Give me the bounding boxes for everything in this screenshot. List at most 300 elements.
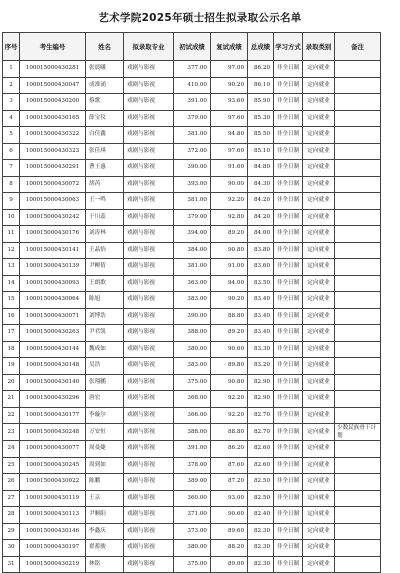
col-total-score-cell: 83.20 (248, 358, 274, 375)
col-admission-type-cell: 定向就业 (303, 209, 335, 226)
col-major-cell: 戏剧与影视 (124, 209, 174, 226)
col-total-score-cell: 82.90 (248, 374, 274, 391)
col-exam-number-cell: 100015000430022 (20, 474, 86, 491)
col-major-cell: 戏剧与影视 (124, 94, 174, 111)
table-row (3, 391, 381, 408)
col-total-score-cell: 84.20 (248, 209, 274, 226)
col-initial-score-header: 初试成绩 (174, 33, 211, 61)
col-exam-number-cell: 100015000430148 (20, 358, 86, 375)
table-row (3, 242, 381, 259)
col-study-mode-cell: 非全日制 (274, 242, 303, 259)
col-study-mode-cell: 非全日制 (274, 292, 303, 309)
col-study-mode-cell: 非全日制 (274, 160, 303, 177)
col-retest-score-cell: 87.20 (211, 474, 248, 491)
col-study-mode-header: 学习方式 (274, 33, 303, 61)
col-retest-score-cell: 90.00 (211, 176, 248, 193)
col-admission-type-cell: 定向就业 (303, 193, 335, 210)
page-title: 艺术学院2025年硕士招生拟录取公示名单 (98, 12, 302, 24)
col-index-cell: 31 (3, 556, 20, 573)
col-retest-score-cell: 91.60 (211, 160, 248, 177)
col-total-score-cell: 84.80 (248, 160, 274, 177)
col-study-mode-cell: 非全日制 (274, 127, 303, 144)
col-major-cell: 戏剧与影视 (124, 259, 174, 276)
col-major-cell: 戏剧与影视 (124, 160, 174, 177)
col-initial-score-cell: 379.00 (174, 209, 211, 226)
col-exam-number-cell: 100015000430291 (20, 160, 86, 177)
col-name-cell: 周到如 (86, 457, 124, 474)
col-study-mode-cell: 非全日制 (274, 94, 303, 111)
col-admission-type-cell: 定向就业 (303, 457, 335, 474)
col-admission-type-cell: 定向就业 (303, 259, 335, 276)
table-row (3, 143, 381, 160)
col-major-cell: 戏剧与影视 (124, 424, 174, 441)
col-index-cell: 18 (3, 341, 20, 358)
col-study-mode-cell: 非全日制 (274, 540, 303, 557)
col-index-cell: 26 (3, 474, 20, 491)
col-study-mode-cell: 非全日制 (274, 308, 303, 325)
col-retest-score-cell: 97.00 (211, 61, 248, 78)
col-index-header: 序号 (3, 33, 20, 61)
col-total-score-cell: 85.50 (248, 127, 274, 144)
col-name-cell: 成准涌 (86, 77, 124, 94)
col-name-cell: 陈旭 (86, 292, 124, 309)
col-exam-number-cell: 100015000430176 (20, 226, 86, 243)
col-name-cell: 王一鸣 (86, 193, 124, 210)
table-row (3, 176, 381, 193)
col-initial-score-cell: 371.00 (174, 507, 211, 524)
col-exam-number-cell: 100015000430323 (20, 143, 86, 160)
col-remarks-cell (335, 94, 381, 111)
col-initial-score-cell: 363.00 (174, 275, 211, 292)
col-major-cell: 戏剧与影视 (124, 325, 174, 342)
col-study-mode-cell: 非全日制 (274, 193, 303, 210)
col-index-cell: 23 (3, 424, 20, 441)
col-study-mode-cell: 非全日制 (274, 61, 303, 78)
col-major-header: 拟录取专业 (124, 33, 174, 61)
col-remarks-cell (335, 209, 381, 226)
header-row (3, 33, 381, 61)
col-initial-score-cell: 388.00 (174, 325, 211, 342)
col-total-score-cell: 82.60 (248, 457, 274, 474)
table-row (3, 209, 381, 226)
col-initial-score-cell: 381.00 (174, 193, 211, 210)
col-total-score-cell: 83.40 (248, 292, 274, 309)
col-study-mode-cell: 非全日制 (274, 259, 303, 276)
col-total-score-cell: 86.10 (248, 77, 274, 94)
col-retest-score-cell: 91.00 (211, 259, 248, 276)
col-index-cell: 25 (3, 457, 20, 474)
col-major-cell: 戏剧与影视 (124, 540, 174, 557)
col-retest-score-cell: 89.80 (211, 358, 248, 375)
table-row (3, 325, 381, 342)
col-retest-score-cell: 94.00 (211, 275, 248, 292)
col-index-cell: 4 (3, 110, 20, 127)
col-study-mode-cell: 非全日制 (274, 457, 303, 474)
col-retest-score-header: 复试成绩 (211, 33, 248, 61)
col-name-cell: 刘涛林 (86, 226, 124, 243)
col-total-score-cell: 82.30 (248, 556, 274, 573)
col-initial-score-cell: 391.00 (174, 94, 211, 111)
col-name-cell: 尹顺阳 (86, 507, 124, 524)
col-total-score-cell: 84.30 (248, 176, 274, 193)
col-name-cell: 魏成如 (86, 341, 124, 358)
col-initial-score-cell: 390.00 (174, 160, 211, 177)
col-retest-score-cell: 86.20 (211, 441, 248, 458)
col-retest-score-cell: 87.60 (211, 457, 248, 474)
col-exam-number-cell: 100015000430281 (20, 61, 86, 78)
col-admission-type-cell: 定向就业 (303, 490, 335, 507)
col-retest-score-cell: 92.20 (211, 193, 248, 210)
col-retest-score-cell: 88.20 (211, 540, 248, 557)
col-exam-number-cell: 100015000430071 (20, 308, 86, 325)
col-admission-type-header: 录取类别 (303, 33, 335, 61)
col-admission-type-cell: 定向就业 (303, 226, 335, 243)
col-total-score-cell: 82.90 (248, 391, 274, 408)
col-name-cell: 林铭 (86, 556, 124, 573)
col-major-cell: 戏剧与影视 (124, 358, 174, 375)
col-major-cell: 戏剧与影视 (124, 490, 174, 507)
col-major-cell: 戏剧与影视 (124, 176, 174, 193)
col-initial-score-cell: 380.00 (174, 341, 211, 358)
col-initial-score-cell: 410.00 (174, 77, 211, 94)
col-retest-score-cell: 92.80 (211, 209, 248, 226)
col-index-cell: 9 (3, 193, 20, 210)
col-retest-score-cell: 89.20 (211, 226, 248, 243)
col-study-mode-cell: 非全日制 (274, 275, 303, 292)
col-retest-score-cell: 90.80 (211, 242, 248, 259)
col-remarks-cell (335, 176, 381, 193)
col-exam-number-cell: 100015000430200 (20, 94, 86, 111)
col-index-cell: 29 (3, 523, 20, 540)
col-study-mode-cell: 非全日制 (274, 325, 303, 342)
col-remarks-cell (335, 391, 381, 408)
col-exam-number-cell: 100015000430144 (20, 341, 86, 358)
col-total-score-cell: 84.00 (248, 226, 274, 243)
col-major-cell: 戏剧与影视 (124, 275, 174, 292)
table-row (3, 358, 381, 375)
col-index-cell: 14 (3, 275, 20, 292)
col-study-mode-cell: 非全日制 (274, 358, 303, 375)
col-initial-score-cell: 381.00 (174, 127, 211, 144)
col-remarks-cell (335, 407, 381, 424)
col-remarks-cell (335, 259, 381, 276)
table-row (3, 556, 381, 573)
col-name-cell: 张晨曦 (86, 61, 124, 78)
col-exam-number-cell: 100015000430219 (20, 556, 86, 573)
col-remarks-cell (335, 441, 381, 458)
col-major-cell: 戏剧与影视 (124, 374, 174, 391)
col-major-cell: 戏剧与影视 (124, 77, 174, 94)
col-remarks-cell (335, 275, 381, 292)
col-initial-score-cell: 377.00 (174, 61, 211, 78)
col-exam-number-cell: 100015000430139 (20, 259, 86, 276)
col-exam-number-cell: 100015000430197 (20, 540, 86, 557)
col-index-cell: 28 (3, 507, 20, 524)
col-retest-score-cell: 90.20 (211, 292, 248, 309)
col-exam-number-cell: 100015000430072 (20, 176, 86, 193)
col-total-score-cell: 82.50 (248, 474, 274, 491)
col-remarks-header: 备注 (335, 33, 381, 61)
col-retest-score-cell: 97.60 (211, 110, 248, 127)
col-total-score-cell: 85.10 (248, 143, 274, 160)
col-initial-score-cell: 389.00 (174, 474, 211, 491)
col-name-cell: 尹君凯 (86, 325, 124, 342)
col-name-cell: 蔡歌 (86, 94, 124, 111)
col-total-score-cell: 82.40 (248, 507, 274, 524)
col-retest-score-cell: 97.60 (211, 143, 248, 160)
table-row (3, 275, 381, 292)
table-row (3, 160, 381, 177)
col-remarks-cell (335, 474, 381, 491)
table-row (3, 308, 381, 325)
col-study-mode-cell: 非全日制 (274, 391, 303, 408)
col-study-mode-cell: 非全日制 (274, 226, 303, 243)
col-study-mode-cell: 非全日制 (274, 490, 303, 507)
col-exam-number-cell: 100015000430248 (20, 424, 86, 441)
col-exam-number-cell: 100015000430146 (20, 523, 86, 540)
col-remarks-cell (335, 523, 381, 540)
col-admission-type-cell: 定向就业 (303, 341, 335, 358)
col-study-mode-cell: 非全日制 (274, 176, 303, 193)
col-exam-number-header: 考生编号 (20, 33, 86, 61)
col-major-cell: 戏剧与影视 (124, 110, 174, 127)
col-initial-score-cell: 368.00 (174, 391, 211, 408)
col-major-cell: 戏剧与影视 (124, 474, 174, 491)
col-admission-type-cell: 定向就业 (303, 143, 335, 160)
col-major-cell: 戏剧与影视 (124, 242, 174, 259)
table-row (3, 407, 381, 424)
col-retest-score-cell: 92.20 (211, 407, 248, 424)
table-row (3, 77, 381, 94)
col-exam-number-cell: 100015000430113 (20, 507, 86, 524)
col-retest-score-cell: 90.20 (211, 77, 248, 94)
col-remarks-cell (335, 341, 381, 358)
col-name-cell: 白佳鑫 (86, 127, 124, 144)
col-major-cell: 戏剧与影视 (124, 143, 174, 160)
col-initial-score-cell: 393.00 (174, 176, 211, 193)
col-name-cell: 王京 (86, 490, 124, 507)
col-exam-number-cell: 100015000430263 (20, 325, 86, 342)
col-admission-type-cell: 定向就业 (303, 556, 335, 573)
col-name-header: 姓名 (86, 33, 124, 61)
col-initial-score-cell: 366.00 (174, 407, 211, 424)
col-remarks-cell (335, 457, 381, 474)
col-study-mode-cell: 非全日制 (274, 441, 303, 458)
col-study-mode-cell: 非全日制 (274, 374, 303, 391)
col-initial-score-cell: 383.00 (174, 292, 211, 309)
col-initial-score-cell: 381.00 (174, 259, 211, 276)
col-admission-type-cell: 定向就业 (303, 540, 335, 557)
col-name-cell: 周曼婕 (86, 441, 124, 458)
col-remarks-cell (335, 556, 381, 573)
table-row (3, 94, 381, 111)
col-name-cell: 胡芮 (86, 176, 124, 193)
col-remarks-cell (335, 358, 381, 375)
col-retest-score-cell: 90.60 (211, 341, 248, 358)
col-name-cell: 尹柳倩 (86, 259, 124, 276)
col-index-cell: 10 (3, 209, 20, 226)
col-remarks-cell (335, 77, 381, 94)
col-admission-type-cell: 定向就业 (303, 507, 335, 524)
col-initial-score-cell: 375.00 (174, 374, 211, 391)
col-initial-score-cell: 388.00 (174, 424, 211, 441)
col-remarks-cell (335, 490, 381, 507)
col-exam-number-cell: 100015000430047 (20, 77, 86, 94)
col-initial-score-cell: 379.00 (174, 110, 211, 127)
col-admission-type-cell: 定向就业 (303, 94, 335, 111)
col-total-score-cell: 82.30 (248, 523, 274, 540)
col-admission-type-cell: 定向就业 (303, 308, 335, 325)
col-remarks-cell (335, 308, 381, 325)
col-remarks-cell (335, 325, 381, 342)
col-major-cell: 戏剧与影视 (124, 391, 174, 408)
col-exam-number-cell: 100015000430242 (20, 209, 86, 226)
col-total-score-cell: 82.70 (248, 424, 274, 441)
col-exam-number-cell: 100015000430063 (20, 193, 86, 210)
table-row (3, 193, 381, 210)
col-admission-type-cell: 定向就业 (303, 160, 335, 177)
table-row (3, 259, 381, 276)
col-remarks-cell (335, 540, 381, 557)
table-row (3, 540, 381, 557)
col-name-cell: 薛宝仪 (86, 110, 124, 127)
table-body (3, 61, 381, 573)
col-total-score-cell: 85.30 (248, 110, 274, 127)
col-admission-type-cell: 定向就业 (303, 391, 335, 408)
col-exam-number-cell: 100015000430093 (20, 275, 86, 292)
col-exam-number-cell: 100015000430177 (20, 407, 86, 424)
table-row (3, 292, 381, 309)
col-total-score-cell: 83.40 (248, 308, 274, 325)
col-index-cell: 1 (3, 61, 20, 78)
col-name-cell: 张佳琪 (86, 143, 124, 160)
col-major-cell: 戏剧与影视 (124, 193, 174, 210)
col-index-cell: 15 (3, 292, 20, 309)
table-row (3, 457, 381, 474)
col-retest-score-cell: 89.20 (211, 325, 248, 342)
col-index-cell: 12 (3, 242, 20, 259)
table-row (3, 341, 381, 358)
col-index-cell: 6 (3, 143, 20, 160)
col-admission-type-cell: 定向就业 (303, 292, 335, 309)
col-retest-score-cell: 92.20 (211, 391, 248, 408)
col-total-score-cell: 85.90 (248, 94, 274, 111)
col-exam-number-cell: 100015000430322 (20, 127, 86, 144)
col-index-cell: 3 (3, 94, 20, 111)
col-study-mode-cell: 非全日制 (274, 110, 303, 127)
col-initial-score-cell: 373.00 (174, 523, 211, 540)
col-total-score-cell: 84.20 (248, 193, 274, 210)
col-total-score-cell: 83.60 (248, 259, 274, 276)
col-exam-number-cell: 100015000430141 (20, 242, 86, 259)
col-study-mode-cell: 非全日制 (274, 341, 303, 358)
col-admission-type-cell: 定向就业 (303, 275, 335, 292)
col-admission-type-cell: 定向就业 (303, 127, 335, 144)
col-admission-type-cell: 定向就业 (303, 358, 335, 375)
col-admission-type-cell: 定向就业 (303, 523, 335, 540)
col-major-cell: 戏剧与影视 (124, 457, 174, 474)
col-admission-type-cell: 定向就业 (303, 110, 335, 127)
col-index-cell: 20 (3, 374, 20, 391)
col-name-cell: 李鑫庆 (86, 523, 124, 540)
col-exam-number-cell: 100015000430119 (20, 490, 86, 507)
col-total-score-cell: 82.70 (248, 407, 274, 424)
col-name-cell: 于川蕊 (86, 209, 124, 226)
col-retest-score-cell: 93.60 (211, 94, 248, 111)
col-remarks-cell: 少数民族骨干计划 (335, 424, 381, 441)
col-major-cell: 戏剧与影视 (124, 556, 174, 573)
table-row (3, 226, 381, 243)
col-name-cell: 吴浩 (86, 358, 124, 375)
table-row (3, 424, 381, 441)
col-name-cell: 李璇尔 (86, 407, 124, 424)
col-admission-type-cell: 定向就业 (303, 407, 335, 424)
col-remarks-cell (335, 160, 381, 177)
col-name-cell: 万安恒 (86, 424, 124, 441)
col-name-cell: 王朗歌 (86, 275, 124, 292)
col-index-cell: 11 (3, 226, 20, 243)
col-study-mode-cell: 非全日制 (274, 143, 303, 160)
col-index-cell: 24 (3, 441, 20, 458)
col-total-score-cell: 83.40 (248, 325, 274, 342)
col-remarks-cell (335, 226, 381, 243)
col-index-cell: 30 (3, 540, 20, 557)
col-initial-score-cell: 383.00 (174, 358, 211, 375)
col-remarks-cell (335, 143, 381, 160)
col-major-cell: 戏剧与影视 (124, 523, 174, 540)
col-index-cell: 17 (3, 325, 20, 342)
col-major-cell: 戏剧与影视 (124, 507, 174, 524)
col-initial-score-cell: 390.00 (174, 308, 211, 325)
col-initial-score-cell: 375.00 (174, 556, 211, 573)
col-name-cell: 张翔鹏 (86, 374, 124, 391)
col-initial-score-cell: 384.00 (174, 242, 211, 259)
col-index-cell: 13 (3, 259, 20, 276)
col-major-cell: 戏剧与影视 (124, 226, 174, 243)
col-total-score-cell: 82.50 (248, 490, 274, 507)
col-name-cell: 翟蓄骏 (86, 540, 124, 557)
col-admission-type-cell: 定向就业 (303, 242, 335, 259)
col-retest-score-cell: 90.60 (211, 507, 248, 524)
col-name-cell: 曹王惠 (86, 160, 124, 177)
col-total-score-header: 总成绩 (248, 33, 274, 61)
col-major-cell: 戏剧与影视 (124, 308, 174, 325)
table-row (3, 61, 381, 78)
col-exam-number-cell: 100015000430165 (20, 110, 86, 127)
col-major-cell: 戏剧与影视 (124, 341, 174, 358)
table-row (3, 474, 381, 491)
col-index-cell: 22 (3, 407, 20, 424)
col-admission-type-cell: 定向就业 (303, 61, 335, 78)
col-remarks-cell (335, 61, 381, 78)
col-admission-type-cell: 定向就业 (303, 424, 335, 441)
col-admission-type-cell: 定向就业 (303, 374, 335, 391)
col-retest-score-cell: 94.80 (211, 127, 248, 144)
col-admission-type-cell: 定向就业 (303, 77, 335, 94)
table-row (3, 110, 381, 127)
col-total-score-cell: 86.20 (248, 61, 274, 78)
col-remarks-cell (335, 110, 381, 127)
col-major-cell: 戏剧与影视 (124, 407, 174, 424)
col-study-mode-cell: 非全日制 (274, 407, 303, 424)
col-initial-score-cell: 394.00 (174, 226, 211, 243)
col-total-score-cell: 82.60 (248, 441, 274, 458)
col-exam-number-cell: 100015000430077 (20, 441, 86, 458)
col-name-cell: 刘博浩 (86, 308, 124, 325)
admission-table (2, 32, 381, 573)
col-index-cell: 7 (3, 160, 20, 177)
col-total-score-cell: 83.30 (248, 341, 274, 358)
